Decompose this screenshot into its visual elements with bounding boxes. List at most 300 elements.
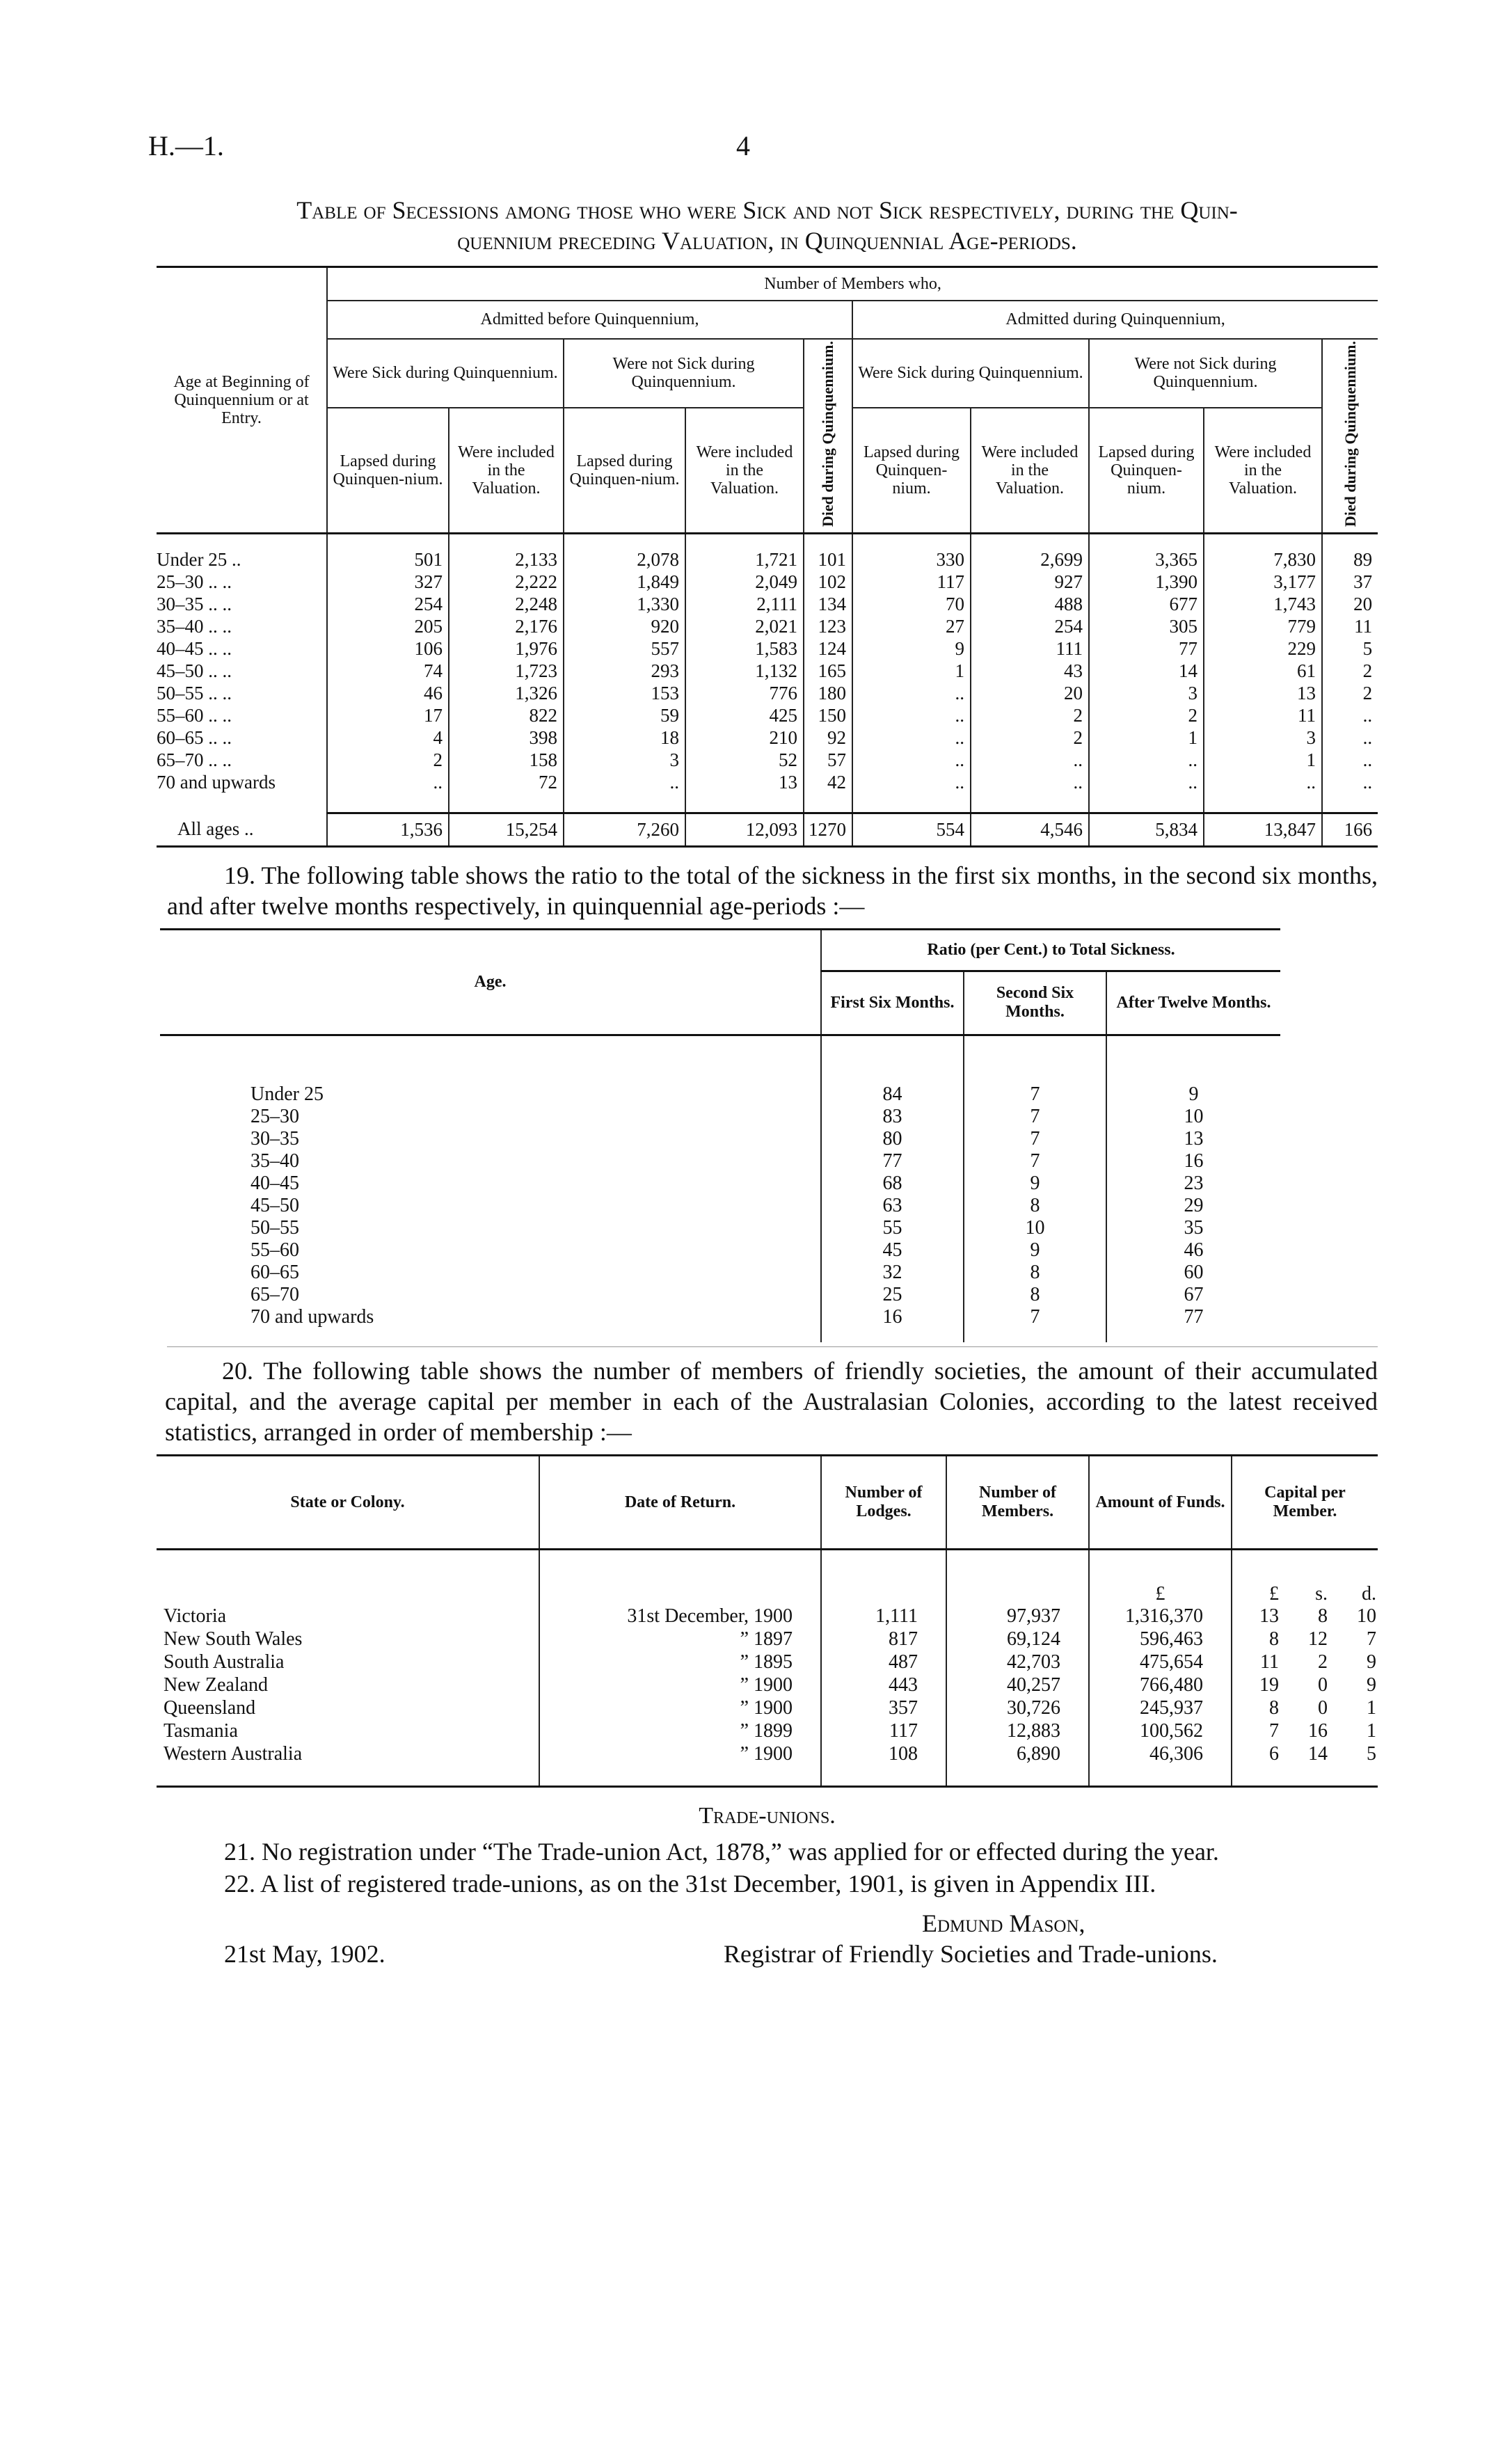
top-header: Number of Members who,: [327, 267, 1378, 301]
state-cell: New South Wales: [164, 1628, 303, 1651]
before-sick-included-cell: 1,976: [449, 637, 564, 660]
during-sick-included-cell: 254: [971, 615, 1089, 637]
during-notsick-lapsed-cell: 1,390: [1089, 571, 1204, 593]
during-notsick-included-cell: 229: [1204, 637, 1322, 660]
before-sick-lapsed-cell: 327: [327, 571, 449, 593]
before-sick-included-cell: 2,133: [449, 548, 564, 571]
age-cell: 55–60: [250, 1239, 299, 1262]
capital-shillings-cell: 16: [1308, 1720, 1328, 1742]
table-row: [160, 1262, 1280, 1284]
state-cell: Tasmania: [164, 1720, 238, 1742]
table-row: [157, 637, 1378, 660]
second-six-cell: 8: [964, 1195, 1106, 1217]
before-died-cell: 42: [804, 771, 852, 793]
during-died-label: Died during Quinquennium.: [1341, 340, 1359, 527]
during-notsick-included-cell: 3,177: [1204, 571, 1322, 593]
capital-pence-cell: 1: [1367, 1697, 1377, 1719]
age-cell: 50–55: [250, 1217, 299, 1239]
table-row: [157, 726, 1378, 749]
page-content: [148, 129, 1378, 1969]
first-six-header: First Six Months.: [821, 971, 964, 1035]
document-reference: H.—1.: [148, 130, 224, 161]
spacer-cell: [685, 793, 804, 813]
age-cell: 35–40: [250, 1150, 299, 1172]
total-row: [157, 813, 1378, 846]
during-sick-lapsed-cell: 27: [852, 615, 971, 637]
during-died-cell: 2: [1322, 660, 1378, 682]
during-notsick-lapsed-cell: 3: [1089, 682, 1204, 704]
before-died-cell: 150: [804, 704, 852, 726]
during-notsick-lapsed-cell: 2: [1089, 704, 1204, 726]
spacer-cell: [1322, 533, 1378, 548]
age-cell: Under 25 ..: [157, 549, 241, 571]
first-six-cell: 16: [821, 1306, 964, 1328]
during-died-cell: 11: [1322, 615, 1378, 637]
before-notsick-lapsed-cell: 59: [564, 704, 685, 726]
date-return-cell: ” 1897: [539, 1628, 821, 1651]
date-return-cell: ” 1900: [539, 1697, 821, 1720]
spacer-cell: [449, 533, 564, 548]
before-notsick-lapsed-cell: 153: [564, 682, 685, 704]
table-row: [160, 1239, 1280, 1262]
spacer-cell: [157, 793, 327, 813]
before-notsick-lapsed-cell: 2,078: [564, 548, 685, 571]
before-sick-lapsed-cell: ..: [327, 771, 449, 793]
second-six-cell: 9: [964, 1172, 1106, 1195]
capital-pounds-cell: 6: [1232, 1743, 1280, 1766]
date-header: Date of Return.: [539, 1456, 821, 1550]
age-cell: 40–45 .. ..: [157, 638, 232, 660]
age-total: All ages ..: [177, 818, 254, 840]
before-notsick-lapsed-cell: 18: [564, 726, 685, 749]
capital-pence-cell: 7: [1367, 1628, 1377, 1651]
after-twelve-cell: 60: [1106, 1262, 1280, 1284]
spacer-cell: [157, 533, 327, 548]
second-six-cell: 8: [964, 1262, 1106, 1284]
spacer-cell: [1322, 793, 1378, 813]
before-sick-lapsed-cell: 46: [327, 682, 449, 704]
during-notsick-included-cell: 61: [1204, 660, 1322, 682]
before-sick-included-total: 15,254: [449, 813, 564, 846]
spacer-cell: [964, 1035, 1106, 1083]
paragraph-20: 20. The following table shows the number of members of friendly societies, the amount of their accumulated capital, and the average capital per member in each of the Australasian Colonies, according to the latest received statistics, arranged in order of membership :—: [165, 1357, 1378, 1447]
spacer-cell: [327, 533, 449, 548]
paragraph-19: 19. The following table shows the ratio to the total of the sickness in the first six months, in the second six months, and after twelve months respectively, in quinquennial age-periods :—: [167, 861, 1378, 920]
before-sick-lapsed-cell: 4: [327, 726, 449, 749]
spacer-cell: [1106, 1328, 1280, 1342]
funds-cell: 1,316,370: [1089, 1605, 1232, 1628]
lodges-cell: 817: [821, 1628, 946, 1651]
before-notsick-lapsed-cell: 1,849: [564, 571, 685, 593]
capital-pounds-cell: 8: [1232, 1628, 1280, 1651]
before-notsick-lapsed-total: 7,260: [564, 813, 685, 846]
capital-shillings-cell: 2: [1318, 1651, 1328, 1673]
during-sick-lapsed-cell: 1: [852, 660, 971, 682]
during-sick-included-cell: 2,699: [971, 548, 1089, 571]
during-notsick-lapsed-cell: 1: [1089, 726, 1204, 749]
during-notsick-included-cell: 779: [1204, 615, 1322, 637]
funds-cell: 46,306: [1089, 1743, 1232, 1766]
after-twelve-cell: 77: [1106, 1306, 1280, 1328]
age-cell: 30–35: [250, 1128, 299, 1150]
during-sick-lapsed-cell: ..: [852, 771, 971, 793]
lodges-cell: 443: [821, 1674, 946, 1697]
age-cell: 45–50 .. ..: [157, 660, 232, 682]
during-sick-lapsed-cell: ..: [852, 704, 971, 726]
lodges-header: Number of Lodges.: [821, 1456, 946, 1550]
during-died-total: 166: [1322, 813, 1378, 846]
during-sick-included-cell: ..: [971, 749, 1089, 771]
before-died-total: 1270: [804, 813, 852, 846]
during-notsick-included-cell: 1,743: [1204, 593, 1322, 615]
table-row: [157, 660, 1378, 682]
before-died-header: [804, 339, 852, 534]
first-six-cell: 45: [821, 1239, 964, 1262]
age-cell: 25–30 .. ..: [157, 571, 232, 593]
spacer-cell: [804, 793, 852, 813]
date-return-cell: ” 1900: [539, 1674, 821, 1697]
included-header: Were included in the Valuation.: [449, 408, 564, 534]
during-notsick-lapsed-cell: 677: [1089, 593, 1204, 615]
before-sick-lapsed-cell: 74: [327, 660, 449, 682]
during-died-cell: ..: [1322, 771, 1378, 793]
pounds-unit: £: [1232, 1550, 1280, 1605]
table-row: [157, 1720, 1378, 1743]
first-six-cell: 55: [821, 1217, 964, 1239]
during-notsick-included-cell: 7,830: [1204, 548, 1322, 571]
second-six-cell: 9: [964, 1239, 1106, 1262]
during-died-cell: 89: [1322, 548, 1378, 571]
spacer-cell: [946, 1550, 1089, 1605]
age-header: Age at Beginning of Quinquennium or at Entry.: [173, 372, 310, 427]
spacer-cell: [1089, 793, 1204, 813]
during-notsick-included-cell: 13: [1204, 682, 1322, 704]
age-cell: 65–70: [250, 1284, 299, 1306]
table-row: [160, 1106, 1280, 1128]
sickness-ratio-table: [160, 928, 1280, 1343]
spacer-cell: [852, 533, 971, 548]
spacer-cell: [1280, 1766, 1329, 1787]
members-cell: 40,257: [946, 1674, 1089, 1697]
capital-shillings-cell: 0: [1318, 1674, 1328, 1696]
lodges-cell: 108: [821, 1743, 946, 1766]
table-row: [160, 1150, 1280, 1172]
age-cell: 50–55 .. ..: [157, 683, 232, 704]
included-header: Were included in the Valuation.: [1204, 408, 1322, 534]
age-cell: 70 and upwards: [250, 1306, 374, 1328]
table-row: [157, 1743, 1378, 1766]
before-notsick-included-cell: 2,049: [685, 571, 804, 593]
first-six-cell: 77: [821, 1150, 964, 1172]
after-twelve-cell: 16: [1106, 1150, 1280, 1172]
spacer-cell: [1089, 1766, 1232, 1787]
first-six-cell: 25: [821, 1284, 964, 1306]
capital-pounds-cell: 13: [1232, 1605, 1280, 1628]
spacer-cell: [971, 793, 1089, 813]
lapsed-header: Lapsed during Quinquen-nium.: [852, 408, 971, 534]
state-cell: New Zealand: [164, 1674, 269, 1696]
spacer-cell: [685, 533, 804, 548]
before-sick-lapsed-cell: 2: [327, 749, 449, 771]
spacer-cell: [1204, 533, 1322, 548]
during-sick-included-cell: ..: [971, 771, 1089, 793]
lapsed-header: Lapsed during Quinquen-nium.: [327, 408, 449, 534]
table-row: [157, 771, 1378, 793]
second-six-cell: 7: [964, 1106, 1106, 1128]
group-before-header: Admitted before Quinquennium,: [327, 301, 852, 339]
before-sick-lapsed-cell: 205: [327, 615, 449, 637]
first-six-cell: 84: [821, 1083, 964, 1106]
before-sick-included-cell: 158: [449, 749, 564, 771]
age-cell: 65–70 .. ..: [157, 749, 232, 771]
table-row: [157, 1651, 1378, 1674]
age-cell: 70 and upwards: [157, 772, 276, 793]
funds-cell: 475,654: [1089, 1651, 1232, 1674]
table-row: [160, 1284, 1280, 1306]
paragraph-21: 21. No registration under “The Trade-union Act, 1878,” was applied for or effected during the year.: [224, 1838, 1219, 1866]
page-number: 4: [736, 130, 750, 161]
before-not-sick-header: Were not Sick during Quinquennium.: [564, 339, 804, 408]
members-header: Number of Members.: [946, 1456, 1089, 1550]
before-notsick-included-cell: 425: [685, 704, 804, 726]
table-row: [157, 571, 1378, 593]
table-row: [157, 1697, 1378, 1720]
date-return-cell: ” 1899: [539, 1720, 821, 1743]
spacer-cell: [964, 1328, 1106, 1342]
first-six-cell: 68: [821, 1172, 964, 1195]
before-notsick-lapsed-cell: 920: [564, 615, 685, 637]
age-cell: 60–65: [250, 1262, 299, 1284]
before-died-cell: 101: [804, 548, 852, 571]
spacer-cell: [564, 793, 685, 813]
shillings-unit: s.: [1315, 1582, 1328, 1605]
age-header: Age.: [474, 972, 507, 991]
before-died-cell: 180: [804, 682, 852, 704]
before-died-cell: 57: [804, 749, 852, 771]
capital-header: Capital per Member.: [1232, 1456, 1378, 1550]
first-six-cell: 80: [821, 1128, 964, 1150]
funds-cell: 100,562: [1089, 1720, 1232, 1743]
table-row: [157, 1674, 1378, 1697]
table-row: [160, 1083, 1280, 1106]
during-notsick-lapsed-cell: ..: [1089, 749, 1204, 771]
date-return-cell: ” 1900: [539, 1743, 821, 1766]
during-notsick-included-cell: ..: [1204, 771, 1322, 793]
before-died-cell: 102: [804, 571, 852, 593]
age-cell: 25–30: [250, 1106, 299, 1128]
during-sick-included-cell: 927: [971, 571, 1089, 593]
before-died-cell: 92: [804, 726, 852, 749]
table-row: [157, 1605, 1378, 1628]
signature-date: 21st May, 1902.: [224, 1940, 385, 1969]
signatory-name: Edmund Mason,: [922, 1909, 1085, 1938]
before-died-label: Died during Quinquennium.: [819, 340, 836, 527]
during-sick-lapsed-cell: 117: [852, 571, 971, 593]
during-notsick-lapsed-cell: 77: [1089, 637, 1204, 660]
during-notsick-lapsed-cell: 305: [1089, 615, 1204, 637]
age-cell: 30–35 .. ..: [157, 594, 232, 615]
after-twelve-cell: 46: [1106, 1239, 1280, 1262]
capital-pence-cell: 10: [1357, 1605, 1377, 1628]
during-notsick-included-cell: 11: [1204, 704, 1322, 726]
after-twelve-cell: 13: [1106, 1128, 1280, 1150]
table-row: [157, 593, 1378, 615]
state-cell: Victoria: [164, 1605, 227, 1628]
lodges-cell: 487: [821, 1651, 946, 1674]
during-sick-lapsed-cell: 330: [852, 548, 971, 571]
signature-row: [157, 1939, 1378, 1969]
capital-pence-cell: 5: [1367, 1743, 1377, 1765]
funds-unit: £: [1089, 1550, 1232, 1605]
page-header: [148, 129, 1378, 171]
date-return-cell: ” 1895: [539, 1651, 821, 1674]
during-died-cell: 2: [1322, 682, 1378, 704]
lapsed-header: Lapsed during Quinquen-nium.: [1089, 408, 1204, 534]
table-title-line1: Table of Secessions among those who were Sick and not Sick respectively, during the Quin-: [296, 196, 1238, 224]
second-six-cell: 7: [964, 1128, 1106, 1150]
table-row: [160, 1217, 1280, 1239]
spacer-cell: [1329, 1766, 1378, 1787]
table-row: [157, 749, 1378, 771]
first-six-cell: 63: [821, 1195, 964, 1217]
capital-shillings-cell: 8: [1318, 1605, 1328, 1628]
capital-pounds-cell: 7: [1232, 1720, 1280, 1743]
spacer-cell: [1204, 793, 1322, 813]
table-row: [157, 615, 1378, 637]
before-notsick-included-cell: 2,111: [685, 593, 804, 615]
members-cell: 30,726: [946, 1697, 1089, 1720]
before-sick-included-cell: 1,723: [449, 660, 564, 682]
second-six-cell: 7: [964, 1083, 1106, 1106]
spacer-cell: [327, 793, 449, 813]
members-cell: 69,124: [946, 1628, 1089, 1651]
during-notsick-lapsed-cell: ..: [1089, 771, 1204, 793]
funds-header: Amount of Funds.: [1089, 1456, 1232, 1550]
second-six-header: Second Six Months.: [964, 971, 1106, 1035]
before-notsick-included-cell: 1,132: [685, 660, 804, 682]
during-sick-lapsed-cell: 70: [852, 593, 971, 615]
during-died-header: [1322, 339, 1378, 534]
table-row: [160, 1172, 1280, 1195]
before-sick-included-cell: 1,326: [449, 682, 564, 704]
spacer-cell: [564, 533, 685, 548]
table-row: [157, 682, 1378, 704]
before-notsick-included-cell: 1,583: [685, 637, 804, 660]
members-cell: 97,937: [946, 1605, 1089, 1628]
before-sick-included-cell: 72: [449, 771, 564, 793]
table-row: [160, 1306, 1280, 1328]
age-cell: 60–65 .. ..: [157, 727, 232, 749]
before-notsick-lapsed-cell: 1,330: [564, 593, 685, 615]
capital-pence-cell: 9: [1367, 1651, 1377, 1673]
before-notsick-included-cell: 210: [685, 726, 804, 749]
table-row: [160, 1128, 1280, 1150]
friendly-societies-table: [157, 1454, 1378, 1788]
before-died-cell: 124: [804, 637, 852, 660]
spacer-cell: [160, 1035, 821, 1083]
units-row: [157, 1550, 1378, 1605]
before-died-cell: 134: [804, 593, 852, 615]
table-row: [157, 704, 1378, 726]
capital-shillings-cell: 14: [1308, 1743, 1328, 1765]
first-six-cell: 32: [821, 1262, 964, 1284]
spacer-cell: [160, 1328, 821, 1342]
before-died-cell: 165: [804, 660, 852, 682]
before-notsick-lapsed-cell: 3: [564, 749, 685, 771]
capital-pence-cell: 9: [1367, 1674, 1377, 1696]
during-died-cell: 5: [1322, 637, 1378, 660]
spacer-cell: [852, 793, 971, 813]
funds-cell: 766,480: [1089, 1674, 1232, 1697]
before-notsick-included-cell: 1,721: [685, 548, 804, 571]
state-header: State or Colony.: [290, 1493, 405, 1511]
funds-cell: 245,937: [1089, 1697, 1232, 1720]
before-notsick-lapsed-cell: 557: [564, 637, 685, 660]
funds-cell: 596,463: [1089, 1628, 1232, 1651]
before-sick-lapsed-cell: 106: [327, 637, 449, 660]
during-sick-included-cell: 2: [971, 704, 1089, 726]
group-during-header: Admitted during Quinquennium,: [852, 301, 1378, 339]
date-return-cell: 31st December, 1900: [539, 1605, 821, 1628]
before-notsick-included-cell: 2,021: [685, 615, 804, 637]
before-sick-included-cell: 822: [449, 704, 564, 726]
during-died-cell: ..: [1322, 749, 1378, 771]
before-died-cell: 123: [804, 615, 852, 637]
ratio-group-header: Ratio (per Cent.) to Total Sickness.: [821, 929, 1280, 971]
spacer-cell: [1089, 533, 1204, 548]
during-notsick-lapsed-cell: 3,365: [1089, 548, 1204, 571]
lodges-cell: 117: [821, 1720, 946, 1743]
during-not-sick-header: Were not Sick during Quinquennium.: [1089, 339, 1322, 408]
lapsed-header: Lapsed during Quinquen-nium.: [564, 408, 685, 534]
before-sick-included-cell: 398: [449, 726, 564, 749]
state-cell: Western Australia: [164, 1743, 303, 1765]
spacer-cell: [821, 1766, 946, 1787]
age-cell: Under 25: [250, 1083, 324, 1106]
signatory-title: Registrar of Friendly Societies and Trade-unions.: [724, 1940, 1218, 1969]
included-header: Were included in the Valuation.: [971, 408, 1089, 534]
during-sick-included-cell: 111: [971, 637, 1089, 660]
spacer-cell: [1232, 1766, 1280, 1787]
after-twelve-cell: 23: [1106, 1172, 1280, 1195]
members-cell: 42,703: [946, 1651, 1089, 1674]
during-sick-included-cell: 2: [971, 726, 1089, 749]
during-sick-included-cell: 20: [971, 682, 1089, 704]
capital-pounds-cell: 8: [1232, 1697, 1280, 1720]
lodges-cell: 1,111: [821, 1605, 946, 1628]
capital-shillings-cell: 0: [1318, 1697, 1328, 1719]
second-six-cell: 7: [964, 1150, 1106, 1172]
spacer-cell: [157, 1766, 539, 1787]
before-notsick-lapsed-cell: ..: [564, 771, 685, 793]
after-twelve-cell: 9: [1106, 1083, 1280, 1106]
spacer-cell: [449, 793, 564, 813]
during-sick-lapsed-cell: 9: [852, 637, 971, 660]
pence-unit: d.: [1362, 1582, 1377, 1605]
members-cell: 12,883: [946, 1720, 1089, 1743]
first-six-cell: 83: [821, 1106, 964, 1128]
capital-pounds-cell: 11: [1232, 1651, 1280, 1674]
spacer-cell: [539, 1550, 821, 1605]
after-twelve-cell: 35: [1106, 1217, 1280, 1239]
during-died-cell: 20: [1322, 593, 1378, 615]
before-notsick-included-cell: 776: [685, 682, 804, 704]
during-notsick-included-total: 13,847: [1204, 813, 1322, 846]
second-six-cell: 7: [964, 1306, 1106, 1328]
before-sick-included-cell: 2,248: [449, 593, 564, 615]
age-cell: 55–60 .. ..: [157, 705, 232, 726]
secessions-table: [157, 266, 1378, 848]
